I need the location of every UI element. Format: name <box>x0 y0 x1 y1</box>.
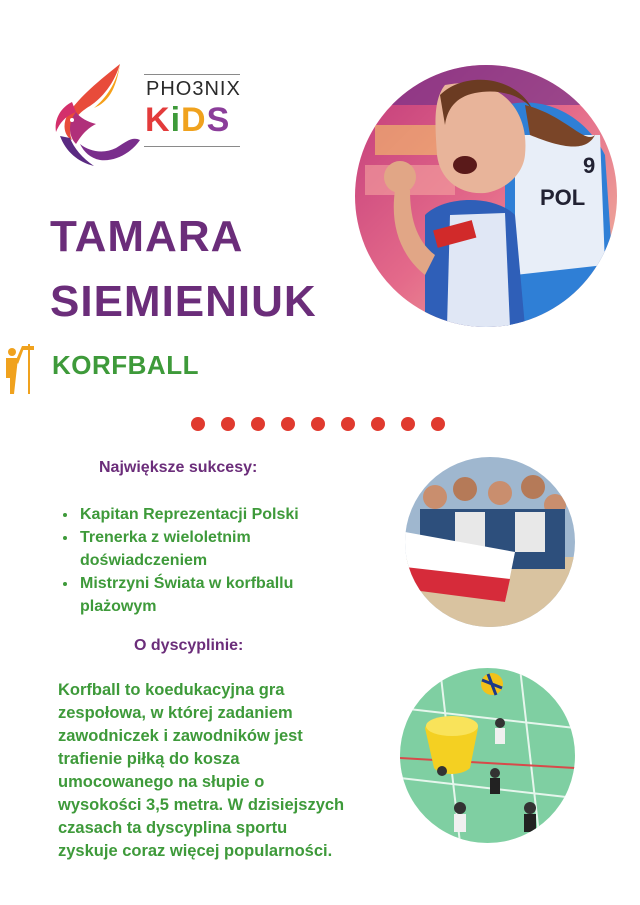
about-heading: O dyscyplinie: <box>134 637 244 654</box>
korfball-photo <box>400 668 575 843</box>
athlete-last-name: SIEMIENIUK <box>50 277 317 326</box>
logo-divider-top <box>144 74 240 75</box>
achievement-item: • Kapitan Reprezentacji Polski <box>78 503 348 526</box>
athlete-photo <box>355 65 617 327</box>
korfball-player-icon <box>0 340 36 396</box>
logo-kids-letter: i <box>170 101 182 139</box>
dots-divider <box>190 416 450 432</box>
team-photo <box>405 457 575 627</box>
jersey-number: 9 <box>583 153 596 178</box>
jersey-text: POL <box>540 185 586 210</box>
athlete-first-name: TAMARA <box>50 212 244 261</box>
logo-divider-bottom <box>144 146 240 147</box>
achievements-list <box>60 503 348 618</box>
logo-kids-letter: K <box>145 101 171 139</box>
logo-wordmark: PHO3NIX <box>146 78 241 100</box>
achievement-item: • Trenerka z wieloletnim doświadczeniem <box>78 526 348 572</box>
logo-kids <box>145 100 230 140</box>
about-text: Korfball to koedukacyjna gra zespołowa, w której zadaniem zawodniczek i zawodników jest trafienie piłką do kosza umocowanego na słupie o wysokości 3,5 metra. W dzisiejszych czasach ta dyscyplina sportu zyskuje coraz więcej popularności. <box>58 681 345 860</box>
logo-kids-letter: S <box>206 101 231 139</box>
logo-kids-letter: D <box>181 101 207 139</box>
phoenix-logo-icon <box>50 62 142 170</box>
achievement-item: • Mistrzyni Świata w korfballu plażowym <box>78 572 348 618</box>
sport-name: KORFBALL <box>52 350 199 380</box>
achievements-heading: Największe sukcesy: <box>99 459 258 476</box>
